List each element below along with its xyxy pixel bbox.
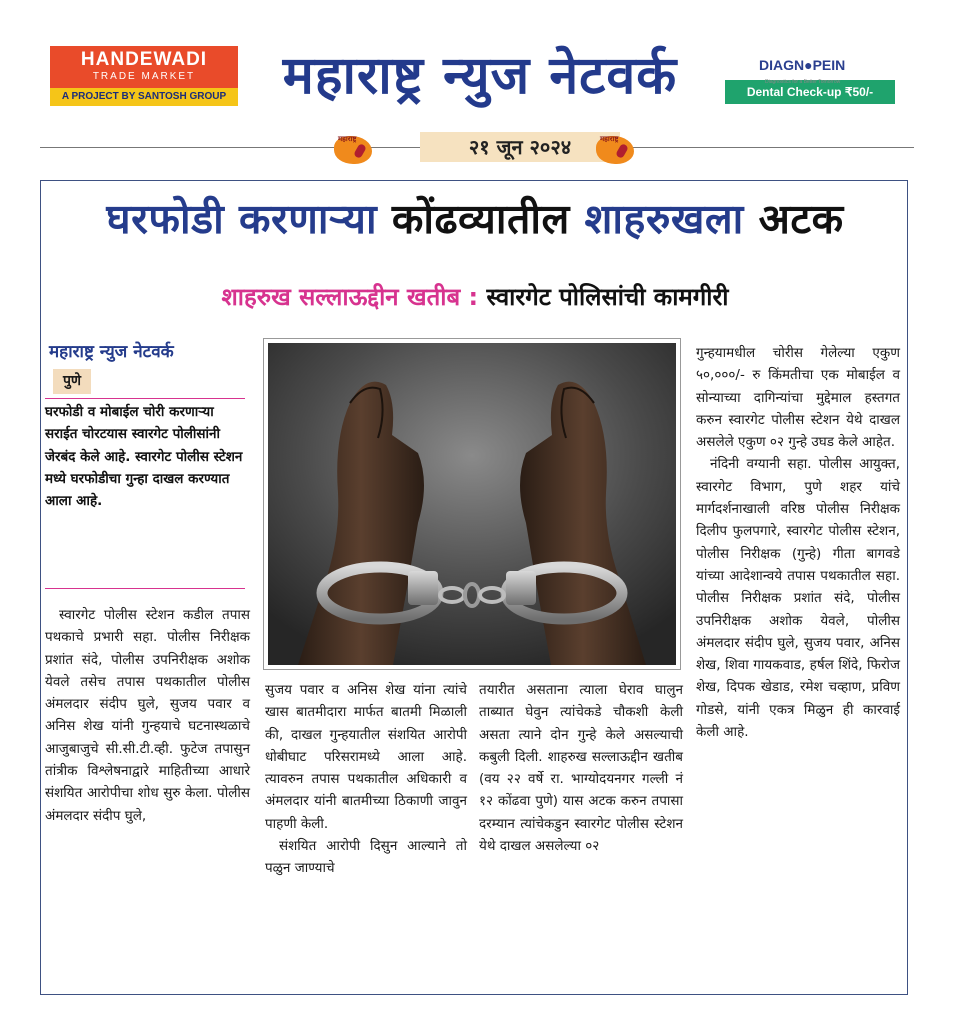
handewadi-sub: TRADE MARKET <box>92 71 196 82</box>
byline: महाराष्ट्र न्युज नेटवर्क <box>49 342 174 362</box>
divider <box>45 398 245 399</box>
dateline <box>40 128 914 168</box>
divider <box>45 588 245 589</box>
diagnopein-ad[interactable] <box>725 54 895 106</box>
dental-offer: Dental Check-up ₹50/- <box>725 80 895 104</box>
headline-part: अटक <box>758 195 844 243</box>
article-column-3 <box>479 679 683 857</box>
paragraph: गुन्हयामधील चोरीस गेलेल्या एकुण ५०,०००/- रु किंमतीचा एक मोबाईल व सोन्याच्या दागिन्यांचा मुद्देमाल हस्तगत करुन स्वारगेट पोलीस स्टेशन येथे दाखल असलेले एकुण ०२ गुन्हे उघड केले आहेत. <box>696 345 900 451</box>
diagnopein-brand: DIAGN●PEIN <box>759 57 846 73</box>
maharashtra-emblem-icon <box>592 132 638 166</box>
headline-part: कोंढव्यातील <box>391 195 570 243</box>
emblem-label: महाराष्ट्र <box>600 135 619 143</box>
handcuffs-photo <box>263 338 681 670</box>
handcuffs-image-icon <box>268 343 676 665</box>
headline-part: घरफोडी करणाऱ्या <box>106 195 378 243</box>
paragraph: स्वारगेट पोलीस स्टेशन कडील तपास पथकाचे प्रभारी सहा. पोलीस निरीक्षक प्रशांत संदे, पोलीस उपनिरीक्षक अशोक येवले तसेच तपास पथकातील पोलीस अंमलदार संदीप घुले, सुजय पवार व अनिस शेख यांनी गुन्हयाचे घटनास्थळाचे आजुबाजुचे सी.सी.टी.व्ही. फुटेज तपासुन तांत्रीक विश्लेषनाद्वारे माहितीच्या आधारे संशयित आरोपीचा शोध सुरु केला. पोलीस अंमलदार संदीप घुले, <box>45 607 250 824</box>
diagnopein-tagline: Diagnostics for a Better Tomorrow <box>765 79 841 85</box>
dateline-place: पुणे <box>53 369 91 394</box>
handewadi-tagline: A PROJECT BY SANTOSH GROUP <box>50 88 238 106</box>
masthead-title: महाराष्ट्र न्युज नेटवर्क <box>282 46 678 106</box>
subhead-rest: स्वारगेट पोलिसांची कामगीरी <box>486 283 729 311</box>
paragraph: सुजय पवार व अनिस शेख यांना त्यांचे खास बातमीदारा मार्फत बातमी मिळाली की, दाखल गुन्हयातील संशयित आरोपी धोबीघाट परिसरामध्ये आला आहे. त्यावरुन तपास पथकातील अधिकारी व अंमलदार यांनी बातमीच्या ठिकाणी जावुन पाहणी केली. <box>265 682 467 832</box>
article-intro: घरफोडी व मोबाईल चोरी करणाऱ्या सराईत चोरटयास स्वारगेट पोलीसांनी जेरबंद केले आहे. स्वारगेट पोलीस स्टेशन मध्ये घरफोडीचा गुन्हा दाखल करण्यात आला आहे. <box>45 404 243 510</box>
subhead-name: शाहरुख सल्लाऊद्दीन खतीब : <box>221 283 479 311</box>
headline <box>41 189 909 249</box>
paragraph: नंदिनी वग्यानी सहा. पोलीस आयुक्त, स्वारगेट विभाग, पुणे शहर यांचे मार्गदर्शनाखाली वरिष्ठ पोलीस निरीक्षक दिलीप फुलपगारे, स्वारगेट पोलीस स्टेशन, पोलीस निरीक्षक (गुन्हे) गीता बागवडे यांच्या आदेशान्वये तपास पथकातील सहा. पोलीस निरीक्षक प्रशांत संदे, पोलीस उपनिरीक्षक अशोक येवले, पोलीस अंमलदार संदीप घुले, सुजय पवार, अनिस शेख, शिवा गायकवाड, हर्षल शिंदे, फिरोज शेख, दिपक खेडाड, रमेश चव्हाण, प्रविण गोडसे, यांनी एकत्र मिळुन ही कारवाई केली आहे. <box>696 456 900 741</box>
maharashtra-emblem-icon <box>330 132 376 166</box>
handewadi-brand: HANDEWADI <box>80 49 208 70</box>
article-column-1 <box>45 604 250 827</box>
issue-date: २१ जून २०२४ <box>420 132 620 162</box>
headline-part: शाहरुखला <box>584 195 744 243</box>
article-column-2 <box>265 679 467 880</box>
handewadi-ad[interactable] <box>50 46 238 112</box>
diagnopein-logo <box>725 54 895 85</box>
emblem-label: महाराष्ट्र <box>338 135 357 143</box>
article-column-4 <box>696 342 900 743</box>
paragraph: तयारीत असताना त्याला घेराव घालुन ताब्यात घेवुन त्यांचेकडे चौकशी केली असता त्याने दोन गुन्हे केले असल्याची कबुली दिली. शाहरुख सल्लाऊद्दीन खतीब (वय २२ वर्षे रा. भाग्योदयनगर गल्ली नं १२ कोंढवा पुणे) यास अटक करुन तपासा दरम्यान त्यांचेकडुन स्वारगेट पोलीस स्टेशन येथे दाखल असलेल्या ०२ <box>479 682 683 855</box>
article-frame <box>40 180 908 995</box>
subheadline <box>41 277 909 317</box>
paragraph: संशयित आरोपी दिसुन आल्याने तो पळुन जाण्याचे <box>265 838 467 877</box>
